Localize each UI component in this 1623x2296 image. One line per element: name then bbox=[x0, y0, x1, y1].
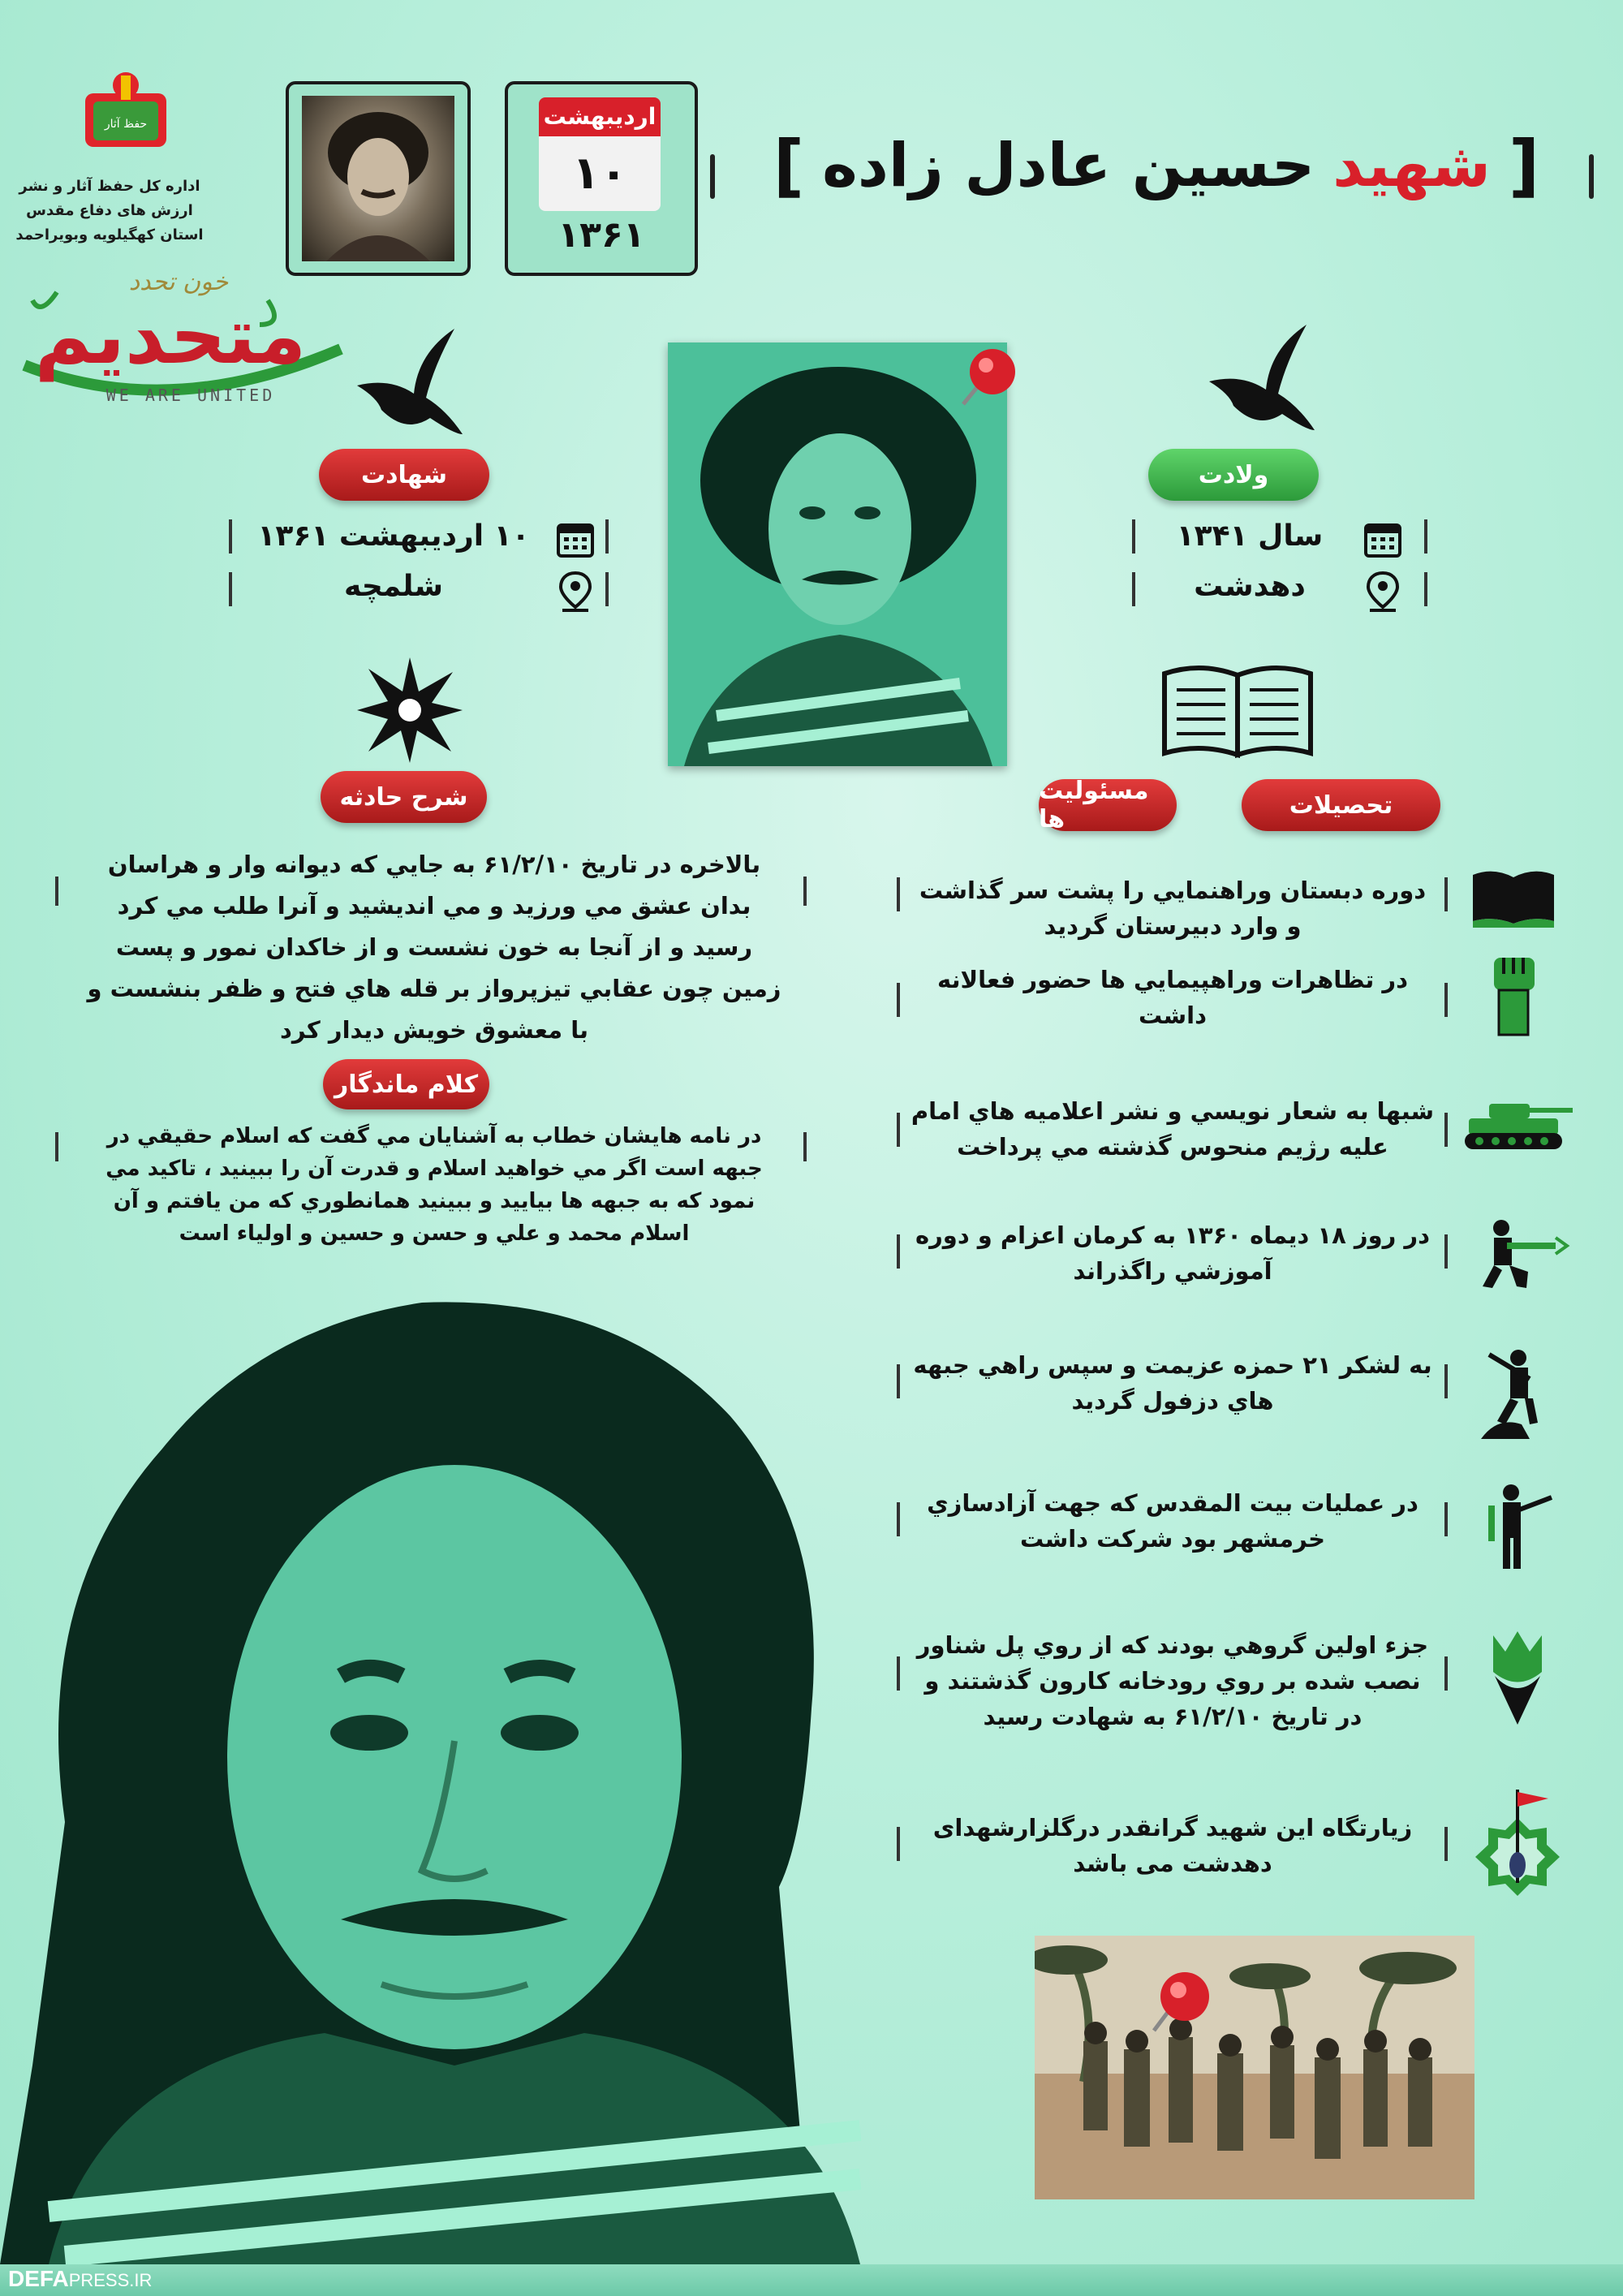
calendar-icon bbox=[539, 97, 661, 211]
birth-location-icon bbox=[1365, 570, 1401, 612]
campaign-logo bbox=[8, 268, 349, 414]
incident-text: بالاخره در تاريخ ۶۱/۲/۱۰ به جايي كه ديوانه وار و هراسان بدان عشق مي ورزيد و مي انديشيد و آنرا طلب مي كرد رسيد و از آنجا به خون نشست و از خاكدان نمور و پست زمين چون عقابي تيزپرواز بر قله هاي فتح و ظفر بنشست و با معشوق خويش ديدار كرد bbox=[87, 851, 781, 1044]
timeline-bar-left bbox=[897, 1502, 900, 1536]
header-portrait-photo bbox=[302, 96, 454, 261]
martyrdom-place: شلمچه bbox=[343, 570, 443, 603]
timeline-bar-left bbox=[897, 877, 900, 911]
timeline-bar-left bbox=[897, 983, 900, 1017]
fist-icon bbox=[1481, 962, 1546, 1027]
timeline-text: در روز ۱۸ ديماه ۱۳۶۰ به كرمان اعزام و دوره آموزشي راگذراند bbox=[915, 1221, 1431, 1285]
timeline-text: دوره دبستان وراهنمايي را پشت سر گذاشت و وارد دبيرستان گرديد bbox=[919, 877, 1427, 940]
timeline-bar-left bbox=[897, 1234, 900, 1269]
large-portrait-photo bbox=[0, 1254, 893, 2264]
timeline-bar-right bbox=[1444, 1827, 1448, 1861]
header-portrait-frame bbox=[286, 81, 471, 276]
quote-label-pill: كلام ماندگار bbox=[323, 1059, 489, 1109]
timeline-item bbox=[885, 1806, 1615, 1928]
timeline-bar-left bbox=[897, 1656, 900, 1691]
tab-responsibilities[interactable]: مسئولیت ها bbox=[1039, 779, 1177, 831]
timeline-text: در تظاهرات وراهپيمايي ها حضور فعالانه داشت bbox=[937, 966, 1408, 1029]
timeline-bar-left bbox=[897, 1827, 900, 1861]
quote-bar-left bbox=[55, 1132, 58, 1161]
timeline-item bbox=[885, 1213, 1615, 1323]
martyrdom-label-pill: شهادت bbox=[319, 449, 489, 501]
calendar-month: اردیبهشت bbox=[539, 97, 661, 136]
martyrdom-bar-2 bbox=[605, 572, 609, 606]
timeline-text: به لشكر ۲۱ حمزه عزيمت و سپس راهي جبهه هاي دزفول گرديد bbox=[913, 1351, 1432, 1415]
org-emblem-icon bbox=[81, 69, 170, 150]
timeline-item bbox=[885, 1092, 1615, 1201]
timeline-bar-right bbox=[1444, 983, 1448, 1017]
birth-date: سال ۱۳۴۱ bbox=[1176, 519, 1324, 553]
page-title bbox=[747, 126, 1566, 205]
timeline-list bbox=[885, 856, 1615, 1911]
martyrdom-bar-3 bbox=[229, 519, 232, 554]
timeline-bar-left bbox=[897, 1113, 900, 1147]
title-name: حسین عادل زاده bbox=[822, 131, 1315, 200]
header-divider-right bbox=[1589, 154, 1594, 199]
shrine-flag-icon bbox=[1469, 1786, 1566, 1899]
timeline-text: شبها به شعار نويسي و نشر اعلاميه هاي امام عليه رژيم منحوس گذشته مي پرداخت bbox=[911, 1097, 1435, 1161]
martyrdom-bar-1 bbox=[605, 519, 609, 554]
calendar-year: ۱۳۶۱ bbox=[558, 214, 645, 256]
timeline-item bbox=[885, 962, 1615, 1071]
martyrdom-date: ۱۰ اردیبهشت ۱۳۶۱ bbox=[257, 519, 530, 553]
timeline-text: زیارتگاه این شهید گرانقدر درگلزارشهدای دهدشت می باشد bbox=[932, 1814, 1413, 1877]
title-bracket-close: ] bbox=[773, 126, 805, 205]
tab-education[interactable]: تحصیلات bbox=[1242, 779, 1440, 831]
footer-brand-suffix: PRESS.IR bbox=[68, 2270, 153, 2290]
climbing-soldier-icon bbox=[1473, 1343, 1554, 1441]
incident-bar-left bbox=[55, 877, 58, 906]
war-photo bbox=[1035, 1936, 1474, 2199]
explosion-icon bbox=[357, 657, 463, 763]
birth-bar-2 bbox=[1424, 572, 1427, 606]
timeline-item bbox=[885, 1481, 1615, 1591]
quote-bar-right bbox=[803, 1132, 807, 1161]
book-icon bbox=[1469, 863, 1558, 928]
org-name-line1: اداره کل حفظ آثار و نشر ارزش های دفاع مقدس bbox=[19, 178, 200, 219]
timeline-text: جزء اولين گروهي بودند كه از روي پل شناور نصب شده بر روي رودخانه كارون گذشتند و در تاريخ ۶۱/۲/۱۰ به شهادت رسيد bbox=[916, 1631, 1429, 1730]
timeline-item bbox=[885, 1343, 1615, 1453]
org-name bbox=[8, 174, 211, 248]
header-divider-left bbox=[710, 154, 715, 199]
pushpin-icon bbox=[954, 341, 1023, 411]
quote-text: در نامه هايشان خطاب به آشنايان مي گفت كه اسلام حقيقي در جبهه است اگر مي خواهيد اسلام و قدرت آن را ببينيد ، تاكيد مي نمود كه به جبهه ها بياييد و ببينيد همانطوري كه من يافتم و آن اسلام محمد و علي و حسن و حسين و اولياء است bbox=[105, 1124, 763, 1246]
martyrdom-dove-icon bbox=[341, 321, 463, 442]
martyrdom-location-icon bbox=[558, 570, 593, 612]
birth-bar-1 bbox=[1424, 519, 1427, 554]
birth-dove-icon bbox=[1193, 317, 1315, 438]
pushpin-icon-2 bbox=[1144, 1964, 1217, 2037]
timeline-bar-right bbox=[1444, 1364, 1448, 1398]
footer-brand-main: DEFA bbox=[8, 2266, 69, 2291]
incident-label-pill: شرح حادثه bbox=[321, 771, 487, 823]
campaign-logo-tagline: خون تحدد bbox=[128, 268, 229, 296]
svg-text:حفظ آثار: حفظ آثار bbox=[104, 118, 148, 131]
calendar-day: ۱۰ bbox=[539, 136, 661, 211]
footer-bar bbox=[0, 2264, 1623, 2296]
timeline-bar-right bbox=[1444, 1502, 1448, 1536]
birth-place: دهدشت bbox=[1194, 570, 1306, 603]
martyrdom-calendar-icon bbox=[556, 519, 595, 558]
incident-bar-right bbox=[803, 877, 807, 906]
kneeling-soldier-icon bbox=[1465, 1213, 1570, 1294]
birth-bar-3 bbox=[1132, 519, 1135, 554]
birth-calendar-icon bbox=[1363, 519, 1402, 558]
martyrdom-bar-4 bbox=[229, 572, 232, 606]
org-name-line2: استان کهگیلویه وبویراحمد bbox=[15, 226, 204, 243]
footer-brand bbox=[8, 2266, 152, 2292]
campaign-logo-sub: WE ARE UNITED bbox=[105, 386, 276, 405]
birth-bar-4 bbox=[1132, 572, 1135, 606]
timeline-bar-right bbox=[1444, 1234, 1448, 1269]
birth-label-pill: ولادت bbox=[1148, 449, 1319, 501]
tulip-icon bbox=[1485, 1627, 1550, 1725]
timeline-text: در عمليات بيت المقدس كه جهت آزادسازي خرمشهر بود شركت داشت bbox=[927, 1489, 1419, 1553]
timeline-bar-right bbox=[1444, 877, 1448, 911]
standing-soldier-icon bbox=[1477, 1481, 1558, 1570]
timeline-bar-left bbox=[897, 1364, 900, 1398]
open-book-icon bbox=[1156, 657, 1319, 763]
timeline-item bbox=[885, 1627, 1615, 1757]
title-bracket-open: [ bbox=[1508, 126, 1540, 205]
tank-icon bbox=[1457, 1092, 1578, 1157]
campaign-logo-main: متحدیم bbox=[34, 291, 307, 381]
timeline-bar-right bbox=[1444, 1113, 1448, 1147]
timeline-bar-right bbox=[1444, 1656, 1448, 1691]
date-calendar-frame bbox=[505, 81, 698, 276]
title-prefix: شهید bbox=[1332, 131, 1491, 200]
